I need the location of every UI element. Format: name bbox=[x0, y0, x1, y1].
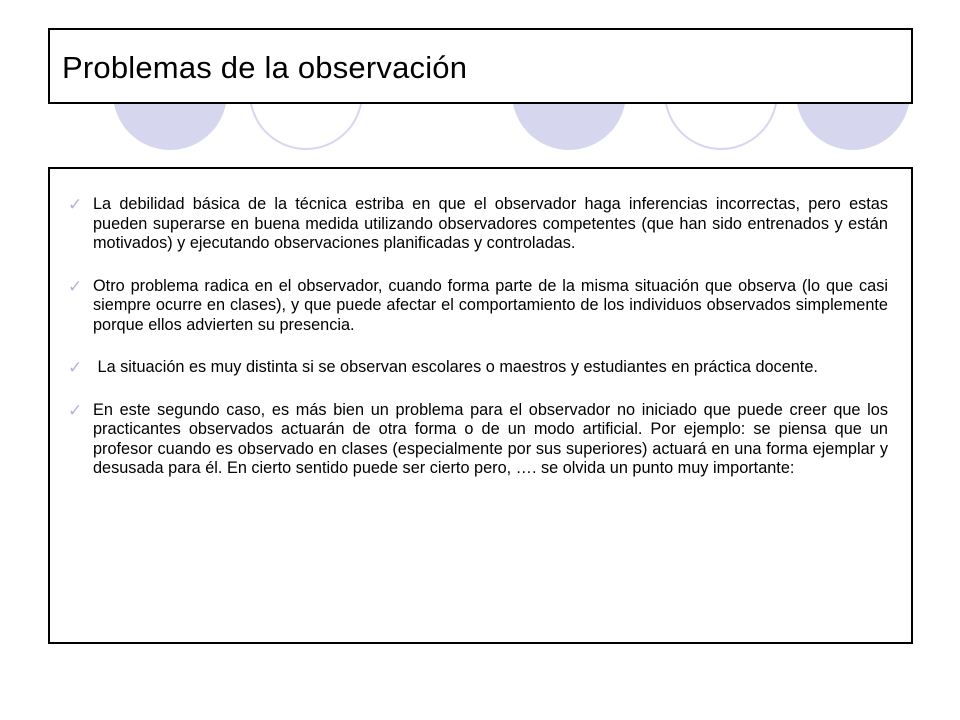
checkmark-icon: ✓ bbox=[68, 276, 83, 296]
bullet-text: La debilidad básica de la técnica estriba en que el observador haga inferencias incorrectas, pero estas pueden superarse en buena medida utilizando observadores competentes (que han sido entrenados y están motivados) y ejecutando observaciones planificadas y controladas. bbox=[93, 195, 888, 252]
bullet-text: La situación es muy distinta si se observan escolares o maestros y estudiantes en práctica docente. bbox=[93, 358, 818, 376]
title-box bbox=[48, 28, 913, 104]
list-item bbox=[68, 195, 888, 254]
page-title: Problemas de la observación bbox=[62, 50, 468, 85]
checkmark-icon: ✓ bbox=[68, 400, 83, 420]
checkmark-icon: ✓ bbox=[68, 195, 83, 214]
list-item bbox=[68, 277, 888, 336]
list-item bbox=[68, 358, 888, 378]
bullet-list bbox=[68, 195, 888, 502]
list-item bbox=[68, 401, 888, 479]
bullet-text: Otro problema radica en el observador, cuando forma parte de la misma situación que observa (lo que casi siempre ocurre en clases), y que puede afectar el comportamiento de los individuos observados simplemente porque ellos advierten su presencia. bbox=[93, 276, 888, 334]
content-box bbox=[48, 167, 913, 644]
checkmark-icon: ✓ bbox=[68, 358, 83, 377]
bullet-text: En este segundo caso, es más bien un problema para el observador no iniciado que puede creer que los practicantes observados actuarán de otra forma o de un modo artificial. Por ejemplo: se piensa que un profesor cuando es observado en clases (especialmente por sus superiores) actuará en una forma ejemplar y desusada para él. En cierto sentido puede ser cierto pero, …. se olvida un punto muy importante: bbox=[93, 400, 888, 477]
